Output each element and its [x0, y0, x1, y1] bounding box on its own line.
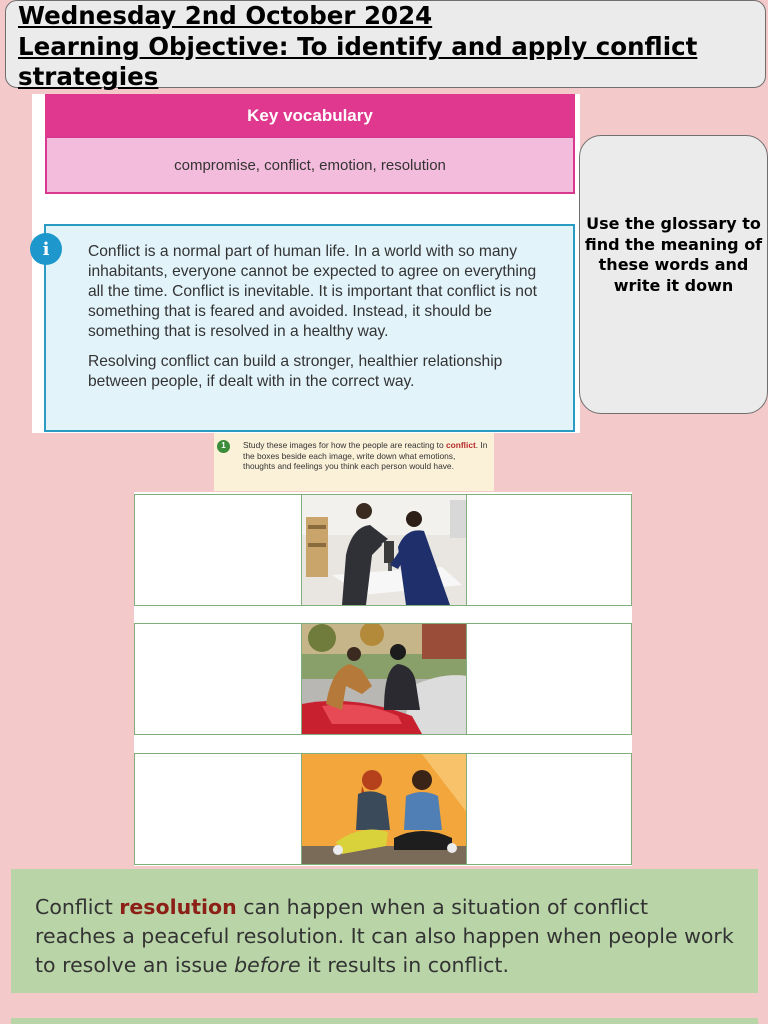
key-vocabulary-words: compromise, conflict, emotion, resolution	[45, 136, 575, 194]
lesson-header	[5, 0, 766, 91]
car-accident-argument-photo	[301, 624, 467, 734]
resolution-emphasis: before	[234, 953, 301, 977]
answer-box-left[interactable]	[135, 495, 301, 605]
table-row	[134, 623, 632, 735]
learning-objective-line-1: Learning Objective: To identify and apply conflict	[18, 31, 698, 61]
answer-box-right[interactable]	[467, 495, 631, 605]
resolution-text-after: it results in conflict.	[300, 953, 509, 977]
table-row	[134, 753, 632, 865]
office-argument-photo	[301, 495, 467, 605]
lesson-date: Wednesday 2nd October 2024	[18, 1, 433, 30]
table-row	[134, 494, 632, 606]
key-vocabulary-panel	[32, 94, 580, 433]
answer-box-right[interactable]	[467, 624, 631, 734]
conflict-info-box	[44, 224, 575, 432]
answer-box-left[interactable]	[135, 624, 301, 734]
answer-box-left[interactable]	[135, 754, 301, 864]
learning-objective-line-2: strategies	[18, 62, 159, 91]
reaction-table	[134, 492, 632, 866]
task-keyword: conflict	[445, 440, 476, 450]
info-paragraph-1: Conflict is a normal part of human life. In a world with so many inhabitants, everyone cannot be expected to agree on everything all the time. Conflict is inevitable. It is important that conflict is not something that is feared and avoided. Instead, it should be something that is resolved in a healthy way.	[88, 243, 537, 340]
resolution-text-before: Conflict	[35, 895, 120, 919]
task-text-after: . In the boxes beside each image, write down what emotions, thoughts and feelings you think each person would have.	[243, 440, 488, 471]
key-vocabulary-title: Key vocabulary	[45, 94, 575, 138]
info-paragraph-2: Resolving conflict can build a stronger, healthier relationship between people, if dealt with in the correct way.	[88, 353, 503, 390]
next-content-strip	[11, 1018, 758, 1024]
resolution-keyword: resolution	[119, 895, 237, 919]
glossary-instruction: Use the glossary to find the meaning of these words and write it down	[579, 135, 768, 414]
resolution-text-middle: can happen when a situation of conflict reaches a peaceful resolution. It can also happen when people work to resolve an issue	[35, 895, 734, 977]
task-instruction	[214, 433, 494, 491]
friends-upset-photo	[301, 754, 467, 864]
info-icon: i	[30, 233, 62, 265]
conflict-resolution-definition	[11, 869, 758, 993]
answer-box-right[interactable]	[467, 754, 631, 864]
task-number-badge: 1	[217, 440, 230, 453]
task-text-before: Study these images for how the people are reacting to	[243, 440, 446, 450]
